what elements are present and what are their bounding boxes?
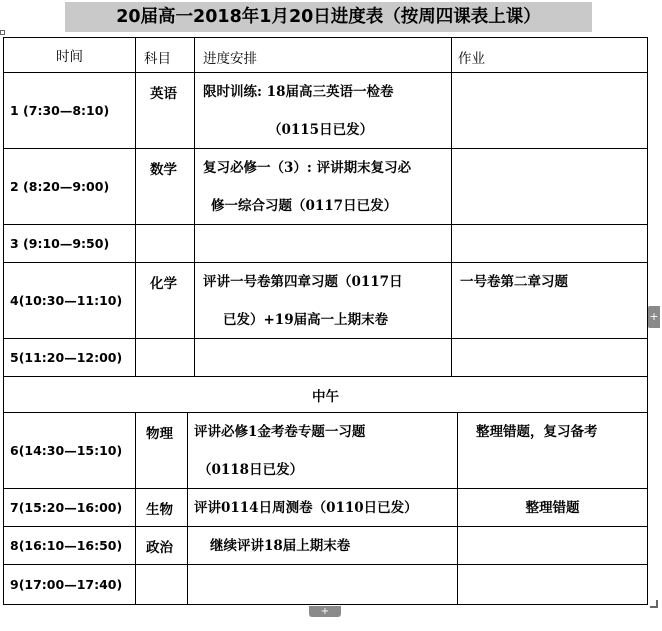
header-subject: 科目 — [136, 37, 195, 73]
row-plan-line2: （0115日已发） — [268, 122, 374, 138]
row-homework — [452, 339, 648, 377]
header-plan: 进度安排 — [195, 37, 452, 73]
row-time: 5(11:20—12:00) — [3, 339, 136, 377]
row-subject: 数学 — [136, 149, 195, 225]
row-plan-line1: 评讲必修1金考卷专题一习题 — [194, 424, 366, 440]
row-plan — [195, 73, 452, 149]
row-time: 6(14:30—15:10) — [3, 413, 136, 489]
row-plan — [195, 263, 452, 339]
table-move-handle[interactable] — [0, 30, 5, 35]
row-homework — [458, 527, 648, 565]
add-row-button[interactable]: + — [309, 606, 341, 617]
row-plan-line1: 限时训练: 18届高三英语一检卷 — [203, 84, 394, 100]
row-subject — [136, 339, 195, 377]
row-plan-line2: 已发）+19届高一上期末卷 — [223, 312, 389, 328]
row-subject: 英语 — [136, 73, 195, 149]
row-subject: 生物 — [136, 489, 188, 527]
row-homework: 整理错题，复习备考 — [458, 413, 648, 489]
row-time: 7(15:20—16:00) — [3, 489, 136, 527]
row-homework — [452, 149, 648, 225]
row-plan-line2: （0118日已发） — [198, 462, 304, 478]
row-plan — [195, 225, 452, 263]
row-plan — [188, 413, 458, 489]
row-time: 1 (7:30—8:10) — [3, 73, 136, 149]
row-time: 2 (8:20—9:00) — [3, 149, 136, 225]
row-homework — [452, 225, 648, 263]
header-time: 时间 — [3, 37, 136, 73]
row-subject: 政治 — [136, 527, 188, 565]
add-column-button[interactable]: + — [648, 306, 660, 328]
row-time: 4(10:30—11:10) — [3, 263, 136, 339]
row-subject — [136, 225, 195, 263]
document-title: 20届高一2018年1月20日进度表（按周四课表上课） — [65, 2, 592, 32]
row-subject — [136, 565, 188, 605]
row-time: 8(16:10—16:50) — [3, 527, 136, 565]
row-time: 3 (9:10—9:50) — [3, 225, 136, 263]
row-plan-line1: 复习必修一（3）: 评讲期末复习必 — [203, 160, 412, 176]
row-homework — [458, 565, 648, 605]
row-plan — [195, 339, 452, 377]
row-homework: 一号卷第二章习题 — [452, 263, 648, 339]
table-resize-handle[interactable] — [650, 600, 658, 608]
row-plan-line2: 修一综合习题（0117日已发） — [211, 198, 398, 214]
row-homework: 整理错题 — [458, 489, 648, 527]
row-plan: 评讲0114日周测卷（0110日已发） — [188, 489, 458, 527]
row-plan-line1: 评讲一号卷第四章习题（0117日 — [203, 274, 403, 290]
header-homework: 作业 — [452, 37, 648, 73]
row-plan: 继续评讲18届上期末卷 — [188, 527, 458, 565]
noon-break: 中午 — [3, 377, 648, 413]
row-time: 9(17:00—17:40) — [3, 565, 136, 605]
row-subject: 化学 — [136, 263, 195, 339]
row-subject: 物理 — [136, 413, 188, 489]
row-plan — [188, 565, 458, 605]
row-homework — [452, 73, 648, 149]
row-plan — [195, 149, 452, 225]
